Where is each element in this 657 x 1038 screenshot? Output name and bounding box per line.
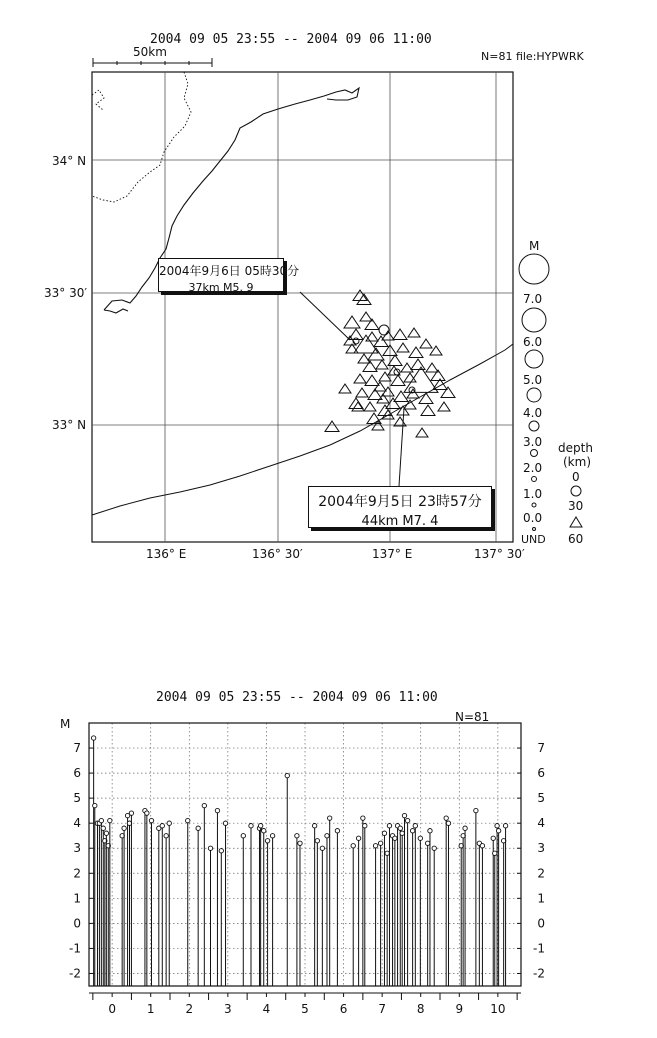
- event-point: [493, 851, 497, 855]
- event-point: [398, 826, 402, 830]
- event-point: [327, 816, 331, 820]
- legend-m-label: 1.0: [523, 487, 543, 501]
- event-point: [387, 823, 391, 827]
- event-point: [480, 844, 484, 848]
- annotation-m74: [308, 486, 492, 528]
- chart-title: 2004 09 05 23:55 -- 2004 09 06 11:00: [156, 690, 438, 705]
- y-tick-label-left: 0: [73, 916, 81, 931]
- lon-label-137-30: 137° 30′: [474, 547, 525, 561]
- event-point: [99, 818, 103, 822]
- y-tick-label-right: 7: [537, 741, 545, 756]
- epicenter-deep-marker: [401, 363, 413, 372]
- event-point: [167, 821, 171, 825]
- event-point: [202, 803, 206, 807]
- event-point: [428, 829, 432, 833]
- legend-depth-unit: (km): [563, 455, 592, 469]
- annotation-m74-line2: 44km M7. 4: [361, 514, 439, 529]
- x-tick-label: 8: [416, 1002, 425, 1016]
- x-tick-label: 10: [490, 1002, 506, 1016]
- event-point: [241, 834, 245, 838]
- y-ticks: [69, 741, 545, 980]
- y-tick-label-left: 4: [73, 816, 81, 831]
- event-point: [402, 813, 406, 817]
- scale-bar: [93, 58, 212, 67]
- epicenter-deep-marker: [421, 405, 435, 415]
- prefecture-border: [92, 72, 191, 202]
- y-tick-label-right: 5: [537, 791, 545, 806]
- y-tick-label-right: 0: [537, 916, 545, 931]
- legend-m-label: UND: [521, 533, 546, 546]
- lat-label-33n: 33° N: [52, 418, 87, 432]
- event-point: [405, 818, 409, 822]
- event-point: [432, 846, 436, 850]
- epicenter-deep-marker: [397, 343, 409, 352]
- y-tick-label-left: 5: [73, 791, 81, 806]
- legend-m-label: 2.0: [523, 461, 543, 475]
- epicenter-deep-marker: [409, 347, 423, 357]
- event-point: [413, 823, 417, 827]
- event-point: [104, 831, 108, 835]
- x-tick-label: 1: [146, 1002, 155, 1016]
- epicenter-deep-marker: [354, 374, 366, 383]
- event-point: [474, 808, 478, 812]
- y-tick-label-right: 6: [537, 766, 545, 781]
- event-point: [122, 826, 126, 830]
- epicenter-deep-marker: [358, 354, 370, 363]
- event-point: [265, 839, 269, 843]
- event-point: [356, 836, 360, 840]
- event-point: [382, 831, 386, 835]
- epicenter-deep-marker: [365, 375, 379, 385]
- legend-depth-label: 0: [572, 470, 580, 484]
- annotation-leaders: [300, 292, 404, 486]
- epicenter-deep-marker: [344, 316, 360, 328]
- event-point: [503, 823, 507, 827]
- epicenter-deep-marker: [419, 393, 433, 403]
- event-point: [393, 836, 397, 840]
- y-tick-label-right: -1: [533, 941, 545, 956]
- event-point: [249, 823, 253, 827]
- event-point: [312, 823, 316, 827]
- event-point: [93, 803, 97, 807]
- epicenter-deep-marker: [391, 375, 405, 385]
- x-tick-label: 0: [108, 1002, 116, 1016]
- y-tick-label-left: -2: [69, 966, 81, 981]
- event-point: [496, 829, 500, 833]
- annotation-m59: [158, 258, 300, 294]
- event-point: [164, 834, 168, 838]
- event-point: [446, 821, 450, 825]
- event-point: [295, 834, 299, 838]
- event-point: [298, 841, 302, 845]
- lon-label-136e: 136° E: [146, 547, 187, 561]
- event-point: [335, 829, 339, 833]
- epicenter-deep-marker: [325, 421, 339, 431]
- y-tick-label-left: 7: [73, 741, 81, 756]
- legend-m-label: 0.0: [523, 511, 543, 525]
- event-point: [160, 823, 164, 827]
- event-point: [101, 826, 105, 830]
- map-title: 2004 09 05 23:55 -- 2004 09 06 11:00: [150, 32, 432, 47]
- event-point: [219, 849, 223, 853]
- event-point: [129, 811, 133, 815]
- event-point: [91, 736, 95, 740]
- event-point: [361, 816, 365, 820]
- event-point: [320, 846, 324, 850]
- event-point: [495, 823, 499, 827]
- epicenter-deep-marker: [438, 402, 450, 411]
- event-point: [385, 851, 389, 855]
- epicenter-deep-marker: [420, 339, 432, 348]
- epicenter-deep-marker: [426, 363, 438, 372]
- epicenter-deep-marker: [366, 332, 378, 341]
- annotation-m59-line2: 37km M5. 9: [188, 281, 254, 294]
- chart-grid: [89, 723, 521, 986]
- epicenter-deep-marker: [372, 421, 384, 430]
- y-tick-label-left: 2: [73, 866, 81, 881]
- event-point: [444, 816, 448, 820]
- event-point: [196, 826, 200, 830]
- epicenter-deep-marker: [356, 388, 368, 397]
- event-point: [425, 841, 429, 845]
- x-tick-label: 4: [262, 1002, 271, 1016]
- event-point: [223, 821, 227, 825]
- annotation-m74-line1: 2004年9月5日 23時57分: [318, 494, 482, 510]
- event-point: [149, 818, 153, 822]
- epicenter-shallow-marker: [379, 325, 389, 335]
- event-point: [463, 826, 467, 830]
- lat-label-33-30: 33° 30′: [44, 286, 88, 300]
- annotation-m59-line1: 2004年9月6日 05時30分: [159, 264, 300, 278]
- legend-m-label: 7.0: [523, 292, 543, 306]
- map-graticule: [92, 72, 513, 542]
- map-info-label: N=81 file:HYPWRK: [481, 50, 584, 63]
- legend-depth-title: depth: [558, 441, 593, 455]
- epicenter-deep-marker: [360, 312, 372, 321]
- event-point: [400, 831, 404, 835]
- legend-m-label: 4.0: [523, 406, 543, 420]
- epicenter-deep-marker: [416, 428, 428, 437]
- epicenter-deep-marker: [376, 360, 388, 369]
- epicenter-deep-marker: [364, 402, 376, 411]
- epicenter-deep-marker: [441, 387, 455, 397]
- lon-label-137e: 137° E: [372, 547, 413, 561]
- legend-depth-label: 60: [568, 532, 584, 546]
- chart-count-label: N=81: [455, 710, 490, 724]
- event-point: [258, 823, 262, 827]
- y-tick-label-left: 1: [73, 891, 81, 906]
- x-tick-label: 9: [455, 1002, 464, 1016]
- event-point: [363, 823, 367, 827]
- y-tick-label-left: 3: [73, 841, 81, 856]
- y-tick-label-right: 2: [537, 866, 545, 881]
- event-point: [262, 829, 266, 833]
- event-point: [145, 811, 149, 815]
- x-tick-label: 7: [378, 1002, 386, 1016]
- chart-frame: [89, 723, 521, 986]
- y-tick-label-right: 3: [537, 841, 545, 856]
- event-point: [410, 829, 414, 833]
- event-point: [270, 834, 274, 838]
- epicenter-deep-marker: [411, 359, 425, 369]
- event-point: [378, 841, 382, 845]
- event-point: [325, 834, 329, 838]
- epicenter-deep-marker: [339, 384, 351, 393]
- x-tick-label: 6: [339, 1002, 348, 1016]
- legend-m-label: 3.0: [523, 435, 543, 449]
- lon-label-136-30: 136° 30′: [252, 547, 303, 561]
- event-point: [108, 818, 112, 822]
- event-point: [285, 773, 289, 777]
- event-point: [208, 846, 212, 850]
- legend-m-title: M: [529, 239, 540, 253]
- scale-bar-label: 50km: [133, 45, 167, 59]
- event-point: [351, 844, 355, 848]
- lat-label-34n: 34° N: [52, 154, 87, 168]
- x-tick-label: 3: [224, 1002, 232, 1016]
- event-point: [491, 836, 495, 840]
- x-tick-label: 5: [301, 1002, 309, 1016]
- x-axis: [89, 993, 521, 1000]
- event-point: [315, 839, 319, 843]
- epicenter-deep-marker: [393, 329, 407, 339]
- event-point: [186, 818, 190, 822]
- y-tick-label-left: 6: [73, 766, 81, 781]
- event-point: [215, 808, 219, 812]
- y-tick-label-right: -2: [533, 966, 545, 981]
- magnitude-time-chart: [0, 698, 657, 1038]
- y-tick-label-right: 1: [537, 891, 545, 906]
- event-point: [373, 844, 377, 848]
- epicenter-deep-marker: [408, 328, 420, 337]
- event-point: [418, 836, 422, 840]
- x-tick-label: 2: [185, 1002, 194, 1016]
- chart-y-axis-label: M: [60, 717, 71, 731]
- legend-depth-label: 30: [568, 499, 584, 513]
- legend-m-label: 6.0: [523, 335, 543, 349]
- legend-m-label: 5.0: [523, 373, 543, 387]
- y-tick-label-left: -1: [69, 941, 81, 956]
- y-tick-label-right: 4: [537, 816, 545, 831]
- map-frame: [92, 72, 513, 542]
